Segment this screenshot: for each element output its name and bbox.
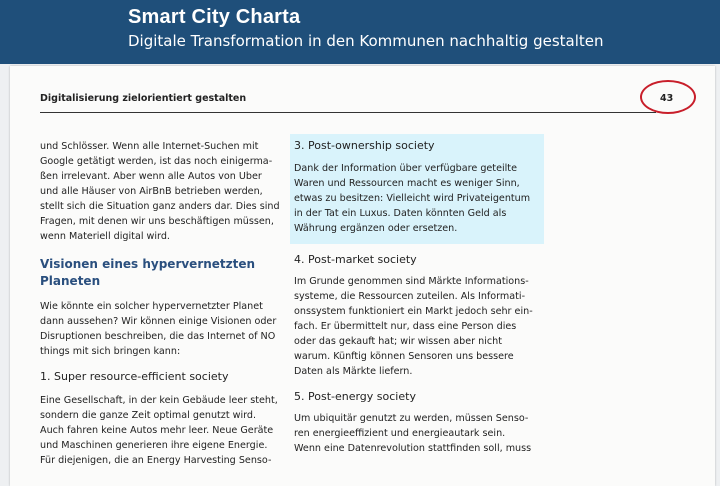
text-line: Um ubiquitär genutzt zu werden, müssen Senso- bbox=[294, 413, 529, 424]
text-line: Im Grunde genommen sind Märkte Informations- bbox=[294, 276, 529, 287]
section-1-paragraph bbox=[40, 393, 284, 468]
text-line: Disruptionen beschreiben, die das Internet of NO bbox=[40, 331, 276, 342]
text-line: dann aussehen? Wir können einige Visionen oder bbox=[40, 316, 277, 327]
heading-line: Visionen eines hypervernetzten bbox=[40, 257, 256, 271]
text-line: things mit sich bringen kann: bbox=[40, 346, 181, 357]
banner bbox=[0, 0, 720, 64]
text-line: onssystem funktioniert ein Markt jedoch sehr ein- bbox=[294, 306, 533, 317]
text-line: Eine Gesellschaft, in der kein Gebäude leer steht, bbox=[40, 395, 278, 406]
text-line: Daten als Märkte liefern. bbox=[294, 366, 413, 377]
section-3-paragraph bbox=[294, 161, 544, 236]
text-line: Für diejenigen, die an Energy Harvesting Senso- bbox=[40, 455, 272, 466]
page-number-circle-annotation bbox=[640, 80, 696, 114]
text-line: warum. Künftig können Sensoren uns bessere bbox=[294, 351, 514, 362]
text-line: oder das gekauft hat; wir wissen aber nicht bbox=[294, 336, 503, 347]
text-line: Wie könnte ein solcher hypervernetzter Planet bbox=[40, 301, 263, 312]
text-line: in der Tat ein Luxus. Daten könnten Geld als bbox=[294, 208, 507, 219]
section-heading-visions bbox=[40, 256, 284, 290]
text-line: Google getätigt werden, ist das noch einigerma- bbox=[40, 156, 273, 167]
section-heading-1: 1. Super resource-efficient society bbox=[40, 370, 229, 383]
text-line: und Schlösser. Wenn alle Internet-Suchen mit bbox=[40, 141, 259, 152]
text-line: stellt sich die Situation ganz anders dar. Dies sind bbox=[40, 201, 280, 212]
heading-line: Planeten bbox=[40, 274, 101, 288]
text-line: und alle Häuser von AirBnB betrieben werden, bbox=[40, 186, 263, 197]
document-page bbox=[10, 66, 715, 486]
banner-subtitle: Digitale Transformation in den Kommunen nachhaltig gestalten bbox=[128, 32, 604, 50]
text-line: und Maschinen generieren ihre eigene Energie. bbox=[40, 440, 268, 451]
right-column bbox=[290, 134, 544, 456]
left-column bbox=[40, 139, 284, 468]
section-heading-4: 4. Post-market society bbox=[294, 253, 417, 266]
text-line: systeme, die Ressourcen zuteilen. Als Informati- bbox=[294, 291, 526, 302]
highlight-box-post-ownership bbox=[290, 134, 544, 244]
section-4-paragraph bbox=[290, 274, 544, 379]
text-line: Fragen, mit denen wir uns beschäftigen müssen, bbox=[40, 216, 274, 227]
section-5-paragraph bbox=[290, 411, 544, 456]
page-number: 43 bbox=[660, 93, 674, 104]
text-line: etwas zu besitzen: Vielleicht wird Privateigentum bbox=[294, 193, 531, 204]
text-line: Währung ergänzen oder ersetzen. bbox=[294, 223, 458, 234]
text-line: Waren und Ressourcen macht es weniger Sinn, bbox=[294, 178, 520, 189]
text-line: Wenn eine Datenrevolution stattfinden soll, muss bbox=[294, 443, 532, 454]
header-rule bbox=[40, 112, 656, 113]
section-heading-5: 5. Post-energy society bbox=[294, 390, 416, 403]
text-line: ßen irrelevant. Aber wenn alle Autos von Uber bbox=[40, 171, 262, 182]
text-line: fach. Er übermittelt nur, dass eine Person dies bbox=[294, 321, 517, 332]
section-heading-3: 3. Post-ownership society bbox=[294, 139, 435, 152]
banner-title: Smart City Charta bbox=[128, 6, 301, 28]
text-line: wenn Materiell digital wird. bbox=[40, 231, 170, 242]
text-line: ren energieeffizient und energieautark sein. bbox=[294, 428, 506, 439]
visions-paragraph bbox=[40, 299, 284, 359]
running-head: Digitalisierung zielorientiert gestalten bbox=[40, 93, 247, 104]
text-line: Auch fahren keine Autos mehr leer. Neue Geräte bbox=[40, 425, 274, 436]
intro-paragraph bbox=[40, 139, 284, 244]
text-line: Dank der Information über verfügbare geteilte bbox=[294, 163, 517, 174]
text-line: sondern die ganze Zeit optimal genutzt wird. bbox=[40, 410, 257, 421]
